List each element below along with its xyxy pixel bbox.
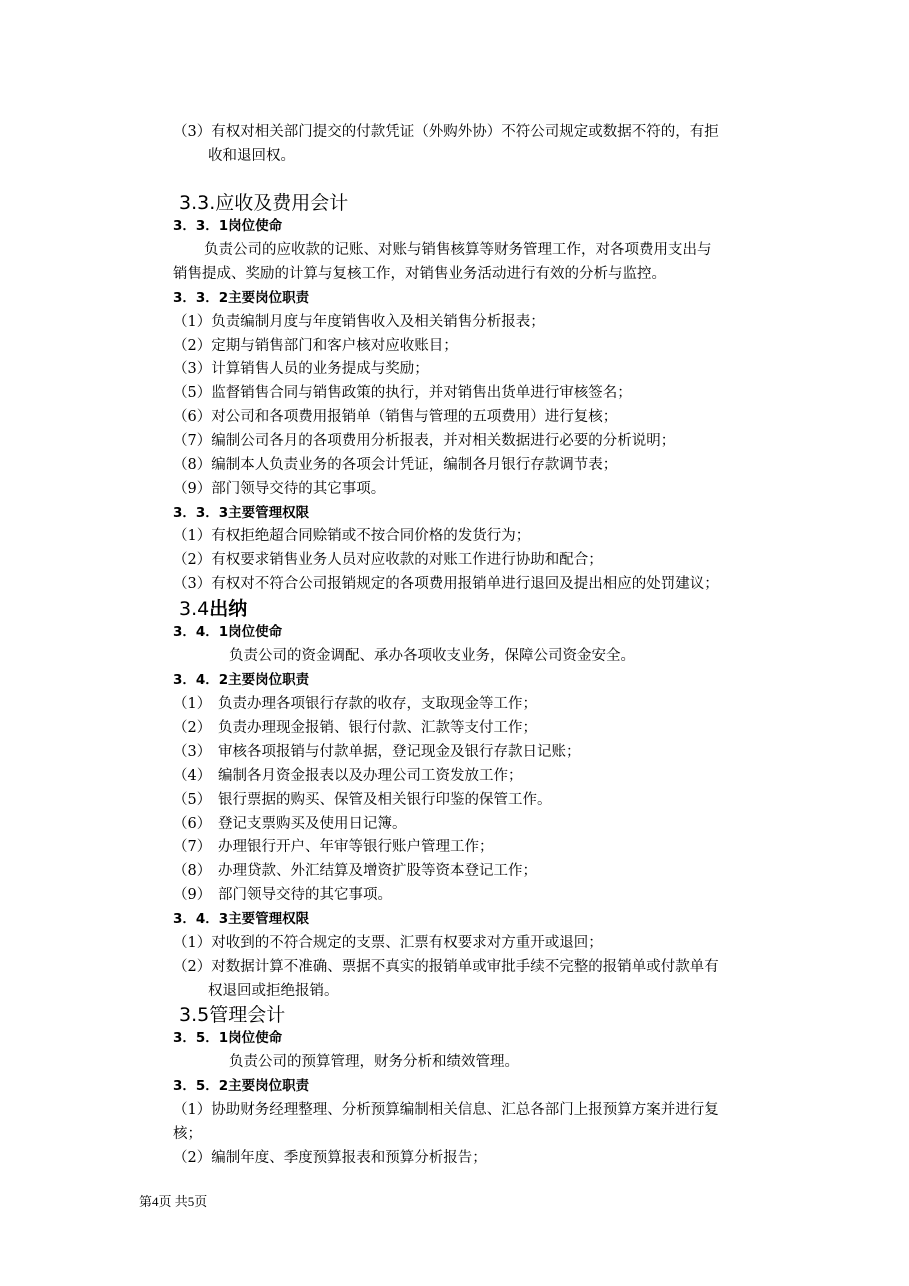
authority-item-line-2: 权退回或拒绝报销。 [208, 983, 339, 999]
duty-item: （8）编制本人负责业务的各项会计凭证，编制各月银行存款调节表； [173, 457, 618, 473]
authority-item: （1）有权拒绝超合同赊销或不按合同价格的发货行为； [173, 528, 531, 544]
duty-text: 部门领导交待的其它事项。 [218, 887, 392, 903]
duty-item-line-2: 核； [173, 1126, 202, 1142]
duties-heading-3-4-2: 3．4．2主要岗位职责 [173, 672, 310, 688]
mission-text: 负责公司的预算管理，财务分析和绩效管理。 [229, 1054, 519, 1070]
section-number: 3.4 [179, 598, 210, 620]
duty-item [173, 837, 494, 857]
mission-text-line-2: 销售提成、奖励的计算与复核工作，对销售业务活动进行有效的分析与监控。 [173, 266, 666, 282]
duty-item: （7）编制公司各月的各项费用分析报表，并对相关数据进行必要的分析说明； [173, 433, 676, 449]
authority-item: （1）对收到的不符合规定的支票、汇票有权要求对方重开或退回； [173, 935, 603, 951]
duty-item [173, 694, 537, 714]
mission-text-line-1: 负责公司的应收款的记账、对账与销售核算等财务管理工作，对各项费用支出与 [204, 242, 712, 258]
mission-heading-3-4-1: 3．4．1岗位使命 [173, 624, 283, 640]
duty-text: 登记支票购买及使用日记簿。 [218, 816, 407, 832]
duty-number: （9） [173, 887, 212, 903]
duty-item: （5）监督销售合同与销售政策的执行，并对销售出货单进行审核签名； [173, 385, 632, 401]
duty-item: （6）对公司和各项费用报销单（销售与管理的五项费用）进行复核； [173, 409, 618, 425]
duty-item [173, 718, 537, 738]
duty-number: （3） [173, 744, 212, 760]
duty-number: （4） [173, 768, 212, 784]
duty-item [173, 814, 407, 834]
section-heading-3-5: 3.5管理会计 [179, 1004, 286, 1026]
duty-number: （1） [173, 696, 212, 712]
duty-item: （9）部门领导交待的其它事项。 [173, 481, 386, 497]
duty-item-line-1: （1）协助财务经理整理、分析预算编制相关信息、汇总各部门上报预算方案并进行复 [173, 1102, 719, 1118]
authority-item: （2）有权要求销售业务人员对应收款的对账工作进行协助和配合； [173, 552, 603, 568]
duty-number: （5） [173, 792, 212, 808]
mission-text: 负责公司的资金调配、承办各项收支业务，保障公司资金安全。 [229, 648, 635, 664]
section-heading-3-3: 3.3.应收及费用会计 [179, 192, 349, 214]
duty-item [173, 742, 581, 762]
duty-text: 编制各月资金报表以及办理公司工资发放工作； [218, 768, 523, 784]
duty-text: 审核各项报销与付款单据，登记现金及银行存款日记账； [218, 744, 581, 760]
duty-number: （8） [173, 863, 212, 879]
authority-item-3-line-1: （3）有权对相关部门提交的付款凭证（外购外协）不符公司规定或数据不符的，有拒 [173, 124, 719, 140]
section-title: 出纳 [209, 598, 248, 620]
duty-text: 办理银行开户、年审等银行账户管理工作； [218, 839, 494, 855]
duty-text: 负责办理各项银行存款的收存，支取现金等工作； [218, 696, 537, 712]
mission-heading-3-3-1: 3．3．1岗位使命 [173, 218, 283, 234]
duty-item: （2）编制年度、季度预算报表和预算分析报告； [173, 1150, 487, 1166]
authority-item: （3）有权对不符合公司报销规定的各项费用报销单进行退回及提出相应的处罚建议； [173, 576, 719, 592]
duty-item [173, 766, 523, 786]
mission-heading-3-5-1: 3．5．1岗位使命 [173, 1030, 283, 1046]
duty-item [173, 885, 392, 905]
duty-text: 银行票据的购买、保管及相关银行印鉴的保管工作。 [218, 792, 552, 808]
duties-heading-3-5-2: 3．5．2主要岗位职责 [173, 1078, 310, 1094]
authority-heading-3-3-3: 3．3．3主要管理权限 [173, 505, 310, 521]
duty-item [173, 790, 552, 810]
duty-text: 办理贷款、外汇结算及增资扩股等资本登记工作； [218, 863, 537, 879]
duty-number: （6） [173, 816, 212, 832]
duty-number: （7） [173, 839, 212, 855]
duty-text: 负责办理现金报销、银行付款、汇款等支付工作； [218, 720, 537, 736]
duties-heading-3-3-2: 3．3．2主要岗位职责 [173, 290, 310, 306]
authority-heading-3-4-3: 3．4．3主要管理权限 [173, 911, 310, 927]
duty-number: （2） [173, 720, 212, 736]
page-footer: 第4页 共5页 [139, 1194, 208, 1209]
duty-item: （2）定期与销售部门和客户核对应收账目； [173, 338, 458, 354]
authority-item-3-line-2: 收和退回权。 [208, 148, 295, 164]
authority-item-line-1: （2）对数据计算不准确、票据不真实的报销单或审批手续不完整的报销单或付款单有 [173, 959, 719, 975]
duty-item [173, 861, 537, 881]
duty-item: （1）负责编制月度与年度销售收入及相关销售分析报表； [173, 314, 545, 330]
section-heading-3-4 [179, 597, 247, 621]
duty-item: （3）计算销售人员的业务提成与奖励； [173, 361, 429, 377]
